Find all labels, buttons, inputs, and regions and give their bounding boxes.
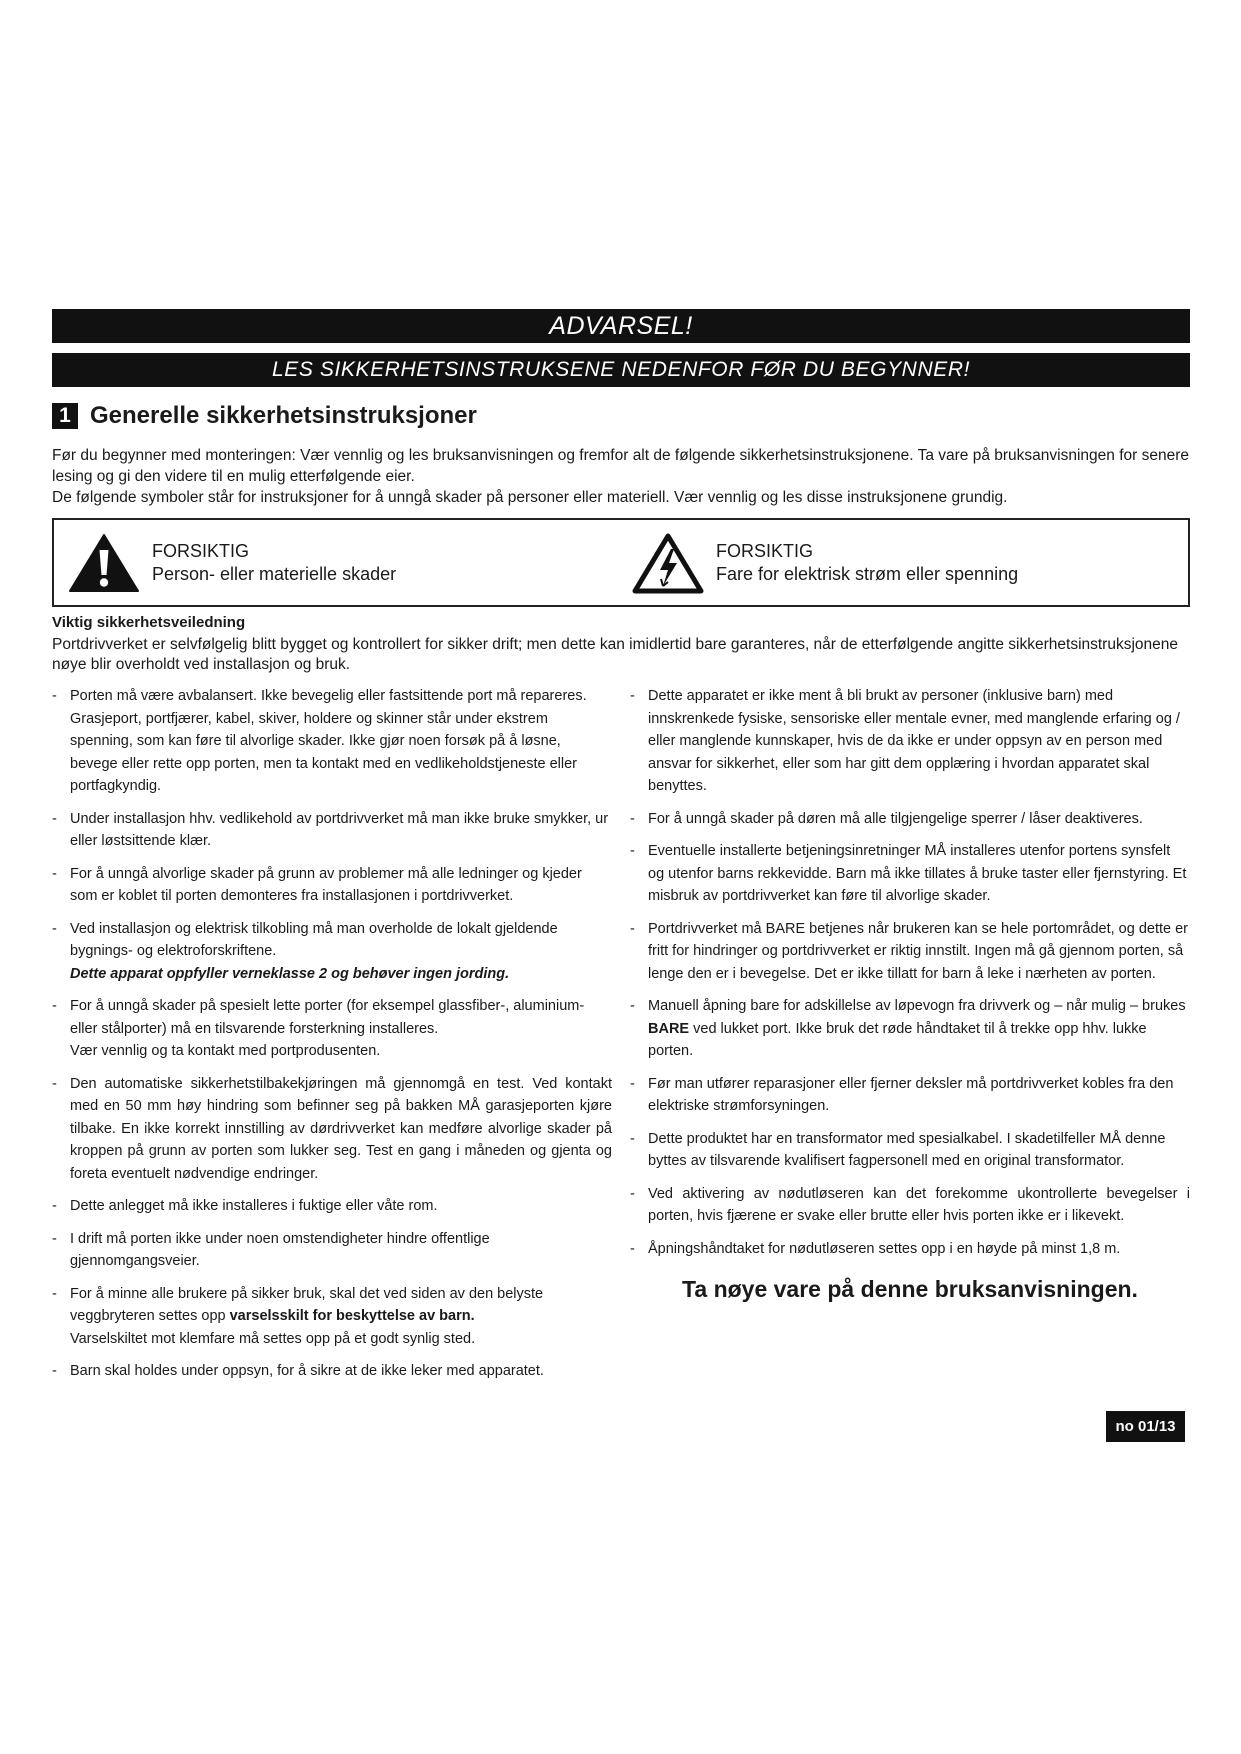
right-column <box>630 685 1190 1393</box>
list-item: - Portdrivverket må BARE betjenes når brukeren kan se hele portområdet, og dette er fritt for hindringer og portdrivverket er riktig innstilt. Ingen må gå gjennom porten, så lenge den er i bevegelse. Det er ikke tillatt for barn å leke i nærheten av porten. <box>630 920 1189 982</box>
list-item: - Manuell åpning bare for adskillelse av løpevogn fra drivverk og – når mulig – brukes BARE ved lukket port. Ikke bruk det røde håndtaket til å trekke opp hhv. lukke porten. <box>630 998 1186 1059</box>
section-number: 1 <box>52 403 78 429</box>
list-item: - Porten må være avbalansert. Ikke bevegelig eller fastsittende port må repareres. Grasjeport, portfjærer, kabel, skiver, holdere og skinner står under ekstrem spenning, som kan føre til alvorlige skader. Ikke gjør noen forsøk på å løsne, bevege eller rette opp porten, men ta kontakt med en vedlikeholdstjeneste eller portfagkyndig. <box>52 688 587 794</box>
warning-icon <box>68 532 140 594</box>
symbol-electric <box>624 532 1188 594</box>
list-item: - Ved aktivering av nødutløseren kan det forekomme ukontrollerte bevegelser i porten, hvis fjærene er svake eller brutte eller hvis porten ikke er i likevekt. <box>630 1185 1190 1224</box>
list-item: - For å unngå alvorlige skader på grunn av problemer må alle ledninger og kjeder som er koblet til porten demonteres fra installasjonen i portdrivverket. <box>52 865 582 904</box>
closing-note: Ta nøye vare på denne bruksanvisningen. <box>682 1276 1138 1302</box>
symbol-caution-title: FORSIKTIG <box>152 540 250 561</box>
instruction-banner: LES SIKKERHETSINSTRUKSENE NEDENFOR FØR DU BEGYNNER! <box>52 353 1190 387</box>
list-item: - For å unngå skader på døren må alle tilgjengelige sperrer / låser deaktiveres. <box>630 810 1143 827</box>
symbol-electric-desc: Fare for elektrisk strøm eller spenning <box>716 563 1019 584</box>
page-number-badge: no 01/13 <box>1106 1411 1185 1442</box>
list-item: - Under installasjon hhv. vedlikehold av portdrivverket må man ikke bruke smykker, ur eller løstsittende klær. <box>52 810 609 849</box>
list-item: - For å minne alle brukere på sikker bruk, skal det ved siden av den belyste veggbryteren settes opp varselsskilt for beskyttelse av barn. Varselskiltet mot klemfare må settes opp på et godt synlig sted. <box>52 1285 544 1347</box>
list-item: - Barn skal holdes under oppsyn, for å sikre at de ikke leker med apparatet. <box>52 1363 544 1379</box>
intro-paragraph-1: Før du begynner med monteringen: Vær vennlig og les bruksanvisningen og fremfor alt de følgende sikkerhetsinstruksjonene. Ta vare på bruksanvisningen for senere lesing og gi den videre til en mulig etterfølgende eier. <box>52 447 1190 485</box>
section-title: Generelle sikkerhetsinstruksjoner <box>90 402 477 429</box>
symbol-caution-desc: Person- eller materielle skader <box>152 563 397 584</box>
list-item: - Eventuelle installerte betjeningsinretninger MÅ installeres utenfor portens synsfelt og utenfor barns rekkevidde. Barn må ikke tillates å bruke taster eller fjernstyring. Et misbruk av portdrivverket kan føre til alvorlige skader. <box>630 843 1187 904</box>
guide-heading: Viktig sikkerhetsveiledning <box>52 614 246 631</box>
electric-hazard-icon <box>632 532 704 594</box>
child-safety-sign-label: varselsskilt for beskyttelse av barn. <box>229 1308 475 1324</box>
symbol-electric-title: FORSIKTIG <box>716 540 814 561</box>
intro-text <box>52 445 1190 508</box>
symbol-legend-box <box>52 518 1190 607</box>
list-item: - Den automatiske sikkerhetstilbakekjøringen må gjennomgå en test. Ved kontakt med en 50 mm høy hindring som befinner seg på bakken MÅ garasjeporten kjøre tilbake. En ikke korrekt innstilling av dørdrivverket kan medføre alvorlige skader på kroppen på grunn av porten som lukker seg. Test en gang i måneden og gjenta og foreta eventuelt nødvendige endringer. <box>52 1075 612 1182</box>
instructions-columns <box>52 685 1190 1393</box>
section-heading <box>52 399 1190 433</box>
intro-paragraph-2: De følgende symboler står for instruksjoner for å unngå skader på personer eller materiell. Vær vennlig og les disse instruksjonene grundig. <box>52 489 1008 506</box>
list-item: - Åpningshåndtaket for nødutløseren settes opp i en høyde på minst 1,8 m. <box>630 1240 1121 1257</box>
list-item: - Dette apparatet er ikke ment å bli brukt av personer (inklusive barn) med innskrenkede fysiske, sensoriske eller mentale evner, med manglende erfaring og / eller manglende kunnskaper, hvis de da ikke er under oppsyn av en person med ansvar for sikkerhet, eller som har gitt dem opplæring i hvordan apparatet skal benyttes. <box>630 688 1180 794</box>
guide-intro: Portdrivverket er selvfølgelig blitt bygget og kontrollert for sikker drift; men dette kan imidlertid bare garanteres, når de etterfølgende angitte sikkerhetsinstruksjonene nøye blir overholdt ved installasjon og bruk. <box>52 636 1179 673</box>
list-item: - Ved installasjon og elektrisk tilkobling må man overholde de lokalt gjeldende bygnings- og elektroforskriftene. Dette apparat oppfyller verneklasse 2 og behøver ingen jording. <box>52 918 612 986</box>
warning-banner: ADVARSEL! <box>52 309 1190 343</box>
left-column <box>52 685 612 1393</box>
list-item: - Dette produktet har en transformator med spesialkabel. I skadetilfeller MÅ denne byttes av tilsvarende kvalifisert fagpersonell med en original transformator. <box>630 1130 1166 1169</box>
document-page <box>52 309 1190 1393</box>
list-item: - For å unngå skader på spesielt lette porter (for eksempel glassfiber-, aluminium- eller stålporter) må en tilsvarende forsterkning installeres. Vær vennlig og ta kontakt med portprodusenten. <box>52 998 585 1059</box>
list-item: - Før man utfører reparasjoner eller fjerner deksler må portdrivverket kobles fra den elektriske strømforsyningen. <box>630 1075 1174 1114</box>
list-item: - I drift må porten ikke under noen omstendigheter hindre offentlige gjennomgangsveier. <box>52 1230 490 1269</box>
protection-class-note: Dette apparat oppfyller verneklasse 2 og behøver ingen jording. <box>70 965 510 982</box>
symbol-caution <box>54 532 624 594</box>
list-item: - Dette anlegget må ikke installeres i fuktige eller våte rom. <box>52 1198 438 1214</box>
